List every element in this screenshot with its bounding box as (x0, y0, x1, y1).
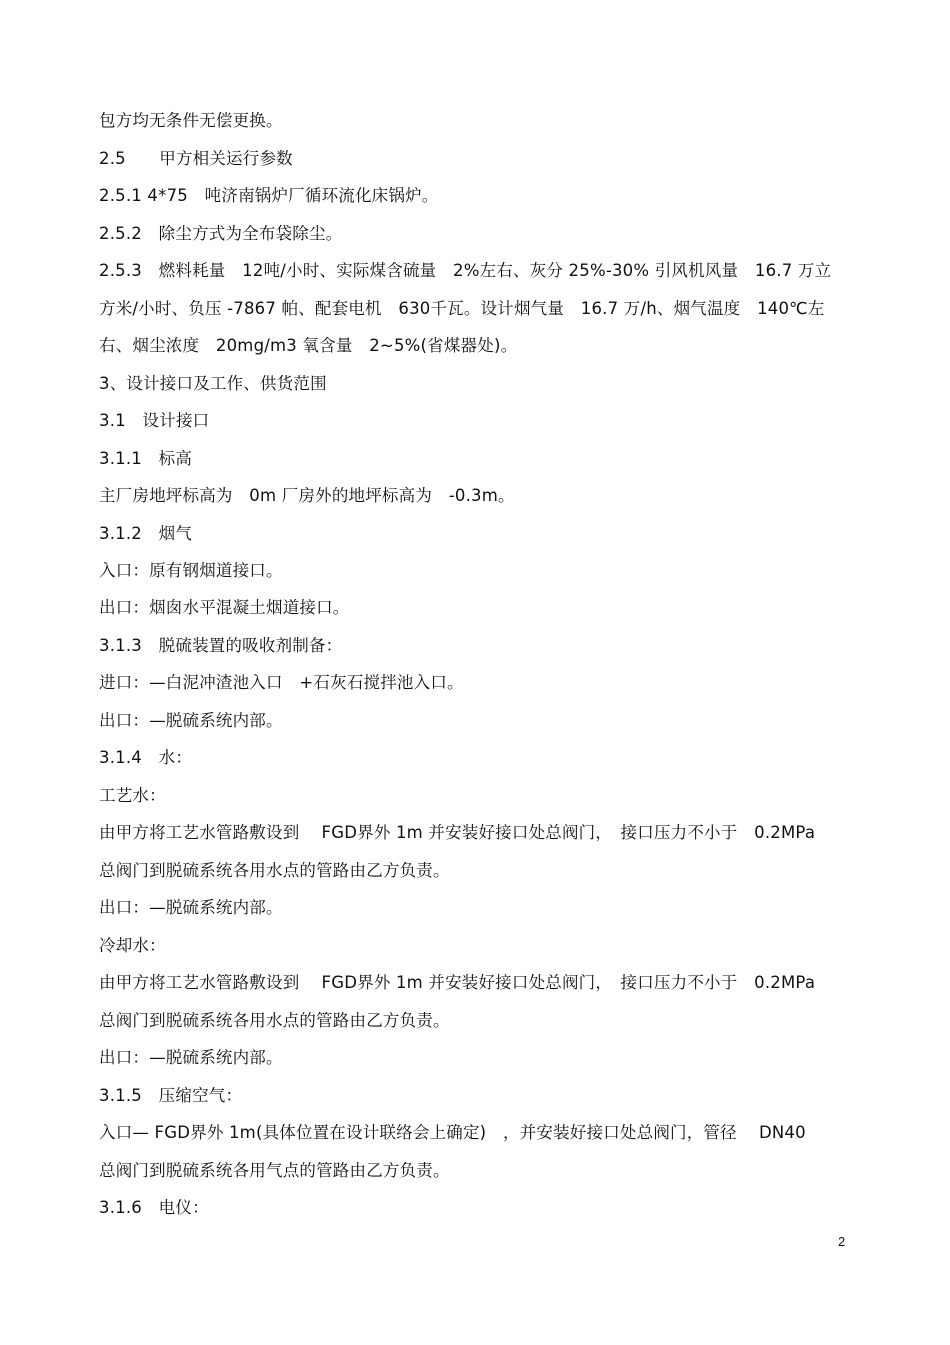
text-line: 总阀门到脱硫系统各用水点的管路由乙方负责。 (99, 1011, 450, 1030)
text-line: 3、设计接口及工作、供货范围 (99, 374, 327, 393)
text-line: 2.5.2 除尘方式为全布袋除尘。 (99, 224, 343, 243)
text-line: 入口：原有钢烟道接口。 (99, 561, 283, 580)
text-line: 出口：烟囱水平混凝土烟道接口。 (99, 598, 350, 617)
text-line: 3.1.5 压缩空气： (99, 1086, 243, 1105)
text-line: 方米/小时、负压 -7867 帕、配套电机 630千瓦。设计烟气量 16.7 万/h、烟气温度 140℃左 (99, 299, 825, 318)
text-line: 2.5 甲方相关运行参数 (99, 149, 293, 168)
text-line: 3.1 设计接口 (99, 411, 210, 430)
text-line: 右、烟尘浓度 20mg/m3 氧含量 2~5%(省煤器处)。 (99, 336, 518, 355)
page-number: 2 (838, 1234, 846, 1249)
text-line: 总阀门到脱硫系统各用气点的管路由乙方负责。 (99, 1161, 450, 1180)
text-line: 主厂房地坪标高为 0m 厂房外的地坪标高为 -0.3m。 (99, 486, 515, 505)
text-line: 3.1.2 烟气 (99, 524, 193, 543)
text-line: 总阀门到脱硫系统各用水点的管路由乙方负责。 (99, 861, 450, 880)
text-line: 3.1.6 电仪： (99, 1198, 209, 1217)
text-line: 冷却水： (99, 936, 166, 955)
text-line: 包方均无条件无偿更换。 (99, 111, 283, 130)
text-line: 出口：—脱硫系统内部。 (99, 1048, 283, 1067)
text-line: 2.5.1 4*75 吨济南锅炉厂循环流化床锅炉。 (99, 186, 439, 205)
text-line: 3.1.1 标高 (99, 449, 193, 468)
text-line: 2.5.3 燃料耗量 12吨/小时、实际煤含硫量 2%左右、灰分 25%-30% 引风机风量 16.7 万立 (99, 261, 832, 280)
text-line: 由甲方将工艺水管路敷设到 FGD界外 1m 并安装好接口处总阀门， 接口压力不小于 0.2MPa (99, 823, 816, 842)
text-line: 3.1.4 水： (99, 748, 193, 767)
text-line: 出口：—脱硫系统内部。 (99, 711, 283, 730)
text-line: 入口— FGD界外 1m(具体位置在设计联络会上确定) ，并安装好接口处总阀门，管径 DN40 (99, 1123, 806, 1142)
text-line: 3.1.3 脱硫装置的吸收剂制备： (99, 636, 343, 655)
text-line: 由甲方将工艺水管路敷设到 FGD界外 1m 并安装好接口处总阀门， 接口压力不小于 0.2MPa (99, 973, 816, 992)
text-line: 工艺水： (99, 786, 166, 805)
text-line: 出口：—脱硫系统内部。 (99, 898, 283, 917)
text-line: 进口：—白泥冲渣池入口 +石灰石搅拌池入口。 (99, 673, 464, 692)
